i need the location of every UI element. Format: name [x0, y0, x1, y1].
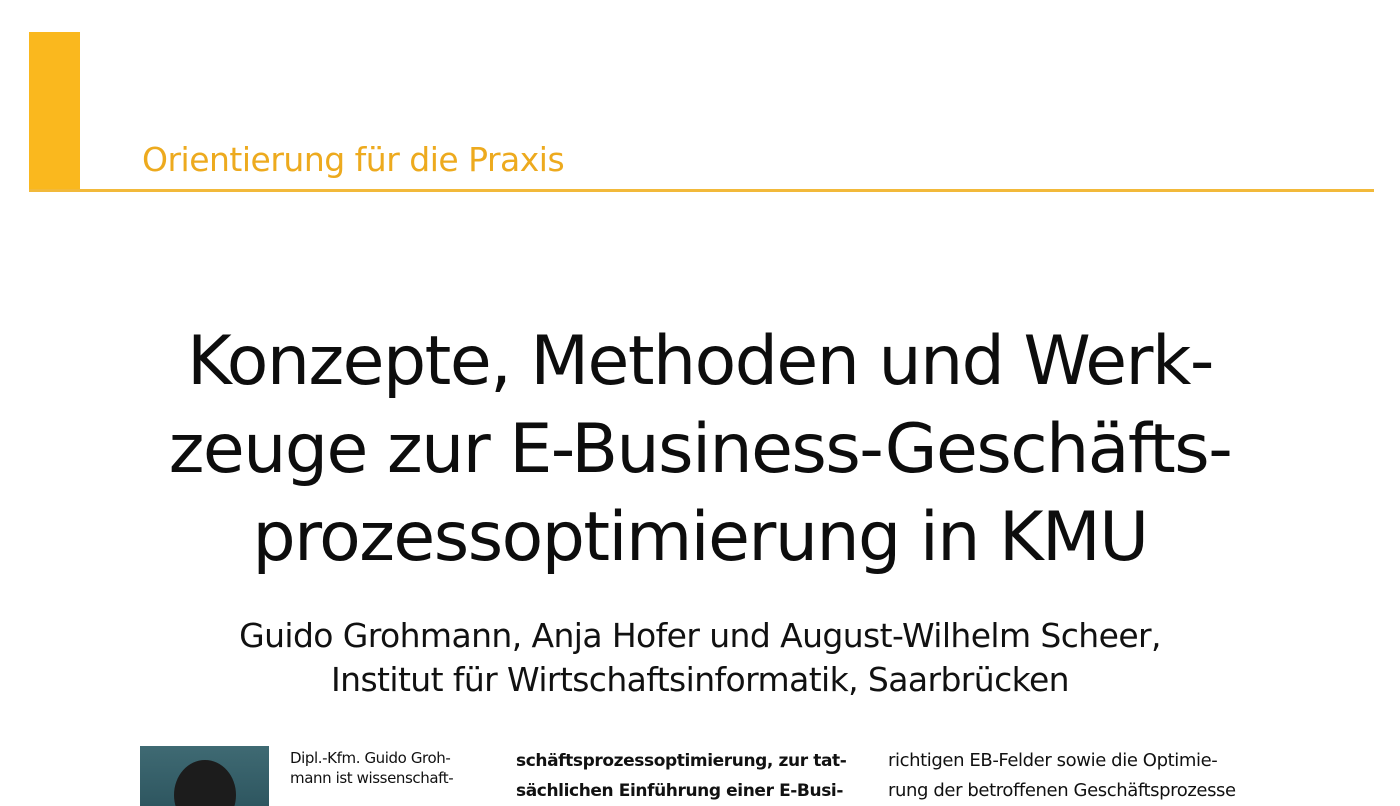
article-title-line: zeuge zur E-Business-Geschäfts-	[168, 410, 1232, 489]
affiliation-line: Institut für Wirtschaftsinformatik, Saarbrücken	[331, 660, 1069, 699]
body-line: rung der betroffenen Geschäftsprozesse	[888, 780, 1236, 801]
author-bio-line: mann ist wissenschaft-	[290, 769, 454, 787]
section-divider	[29, 189, 1374, 192]
article-title-line: prozessoptimierung in KMU	[252, 498, 1148, 577]
author-photo-head	[174, 760, 236, 806]
body-line: sächlichen Einführung einer E-Busi-	[516, 781, 843, 801]
author-photo	[140, 746, 269, 806]
section-label: Orientierung für die Praxis	[142, 140, 565, 179]
authors-line: Guido Grohmann, Anja Hofer und August-Wilhelm Scheer,	[239, 616, 1161, 655]
body-line: schäftsprozessoptimierung, zur tat-	[516, 751, 847, 771]
body-line: richtigen EB-Felder sowie die Optimie-	[888, 750, 1218, 771]
article-authors	[100, 614, 1300, 702]
article-title	[100, 318, 1300, 582]
article-title-line: Konzepte, Methoden und Werk-	[187, 322, 1213, 401]
body-column-middle	[516, 746, 861, 806]
author-bio	[290, 748, 480, 788]
author-bio-line: Dipl.-Kfm. Guido Groh-	[290, 749, 451, 767]
section-accent-bar	[29, 32, 80, 192]
body-column-right	[888, 746, 1236, 806]
